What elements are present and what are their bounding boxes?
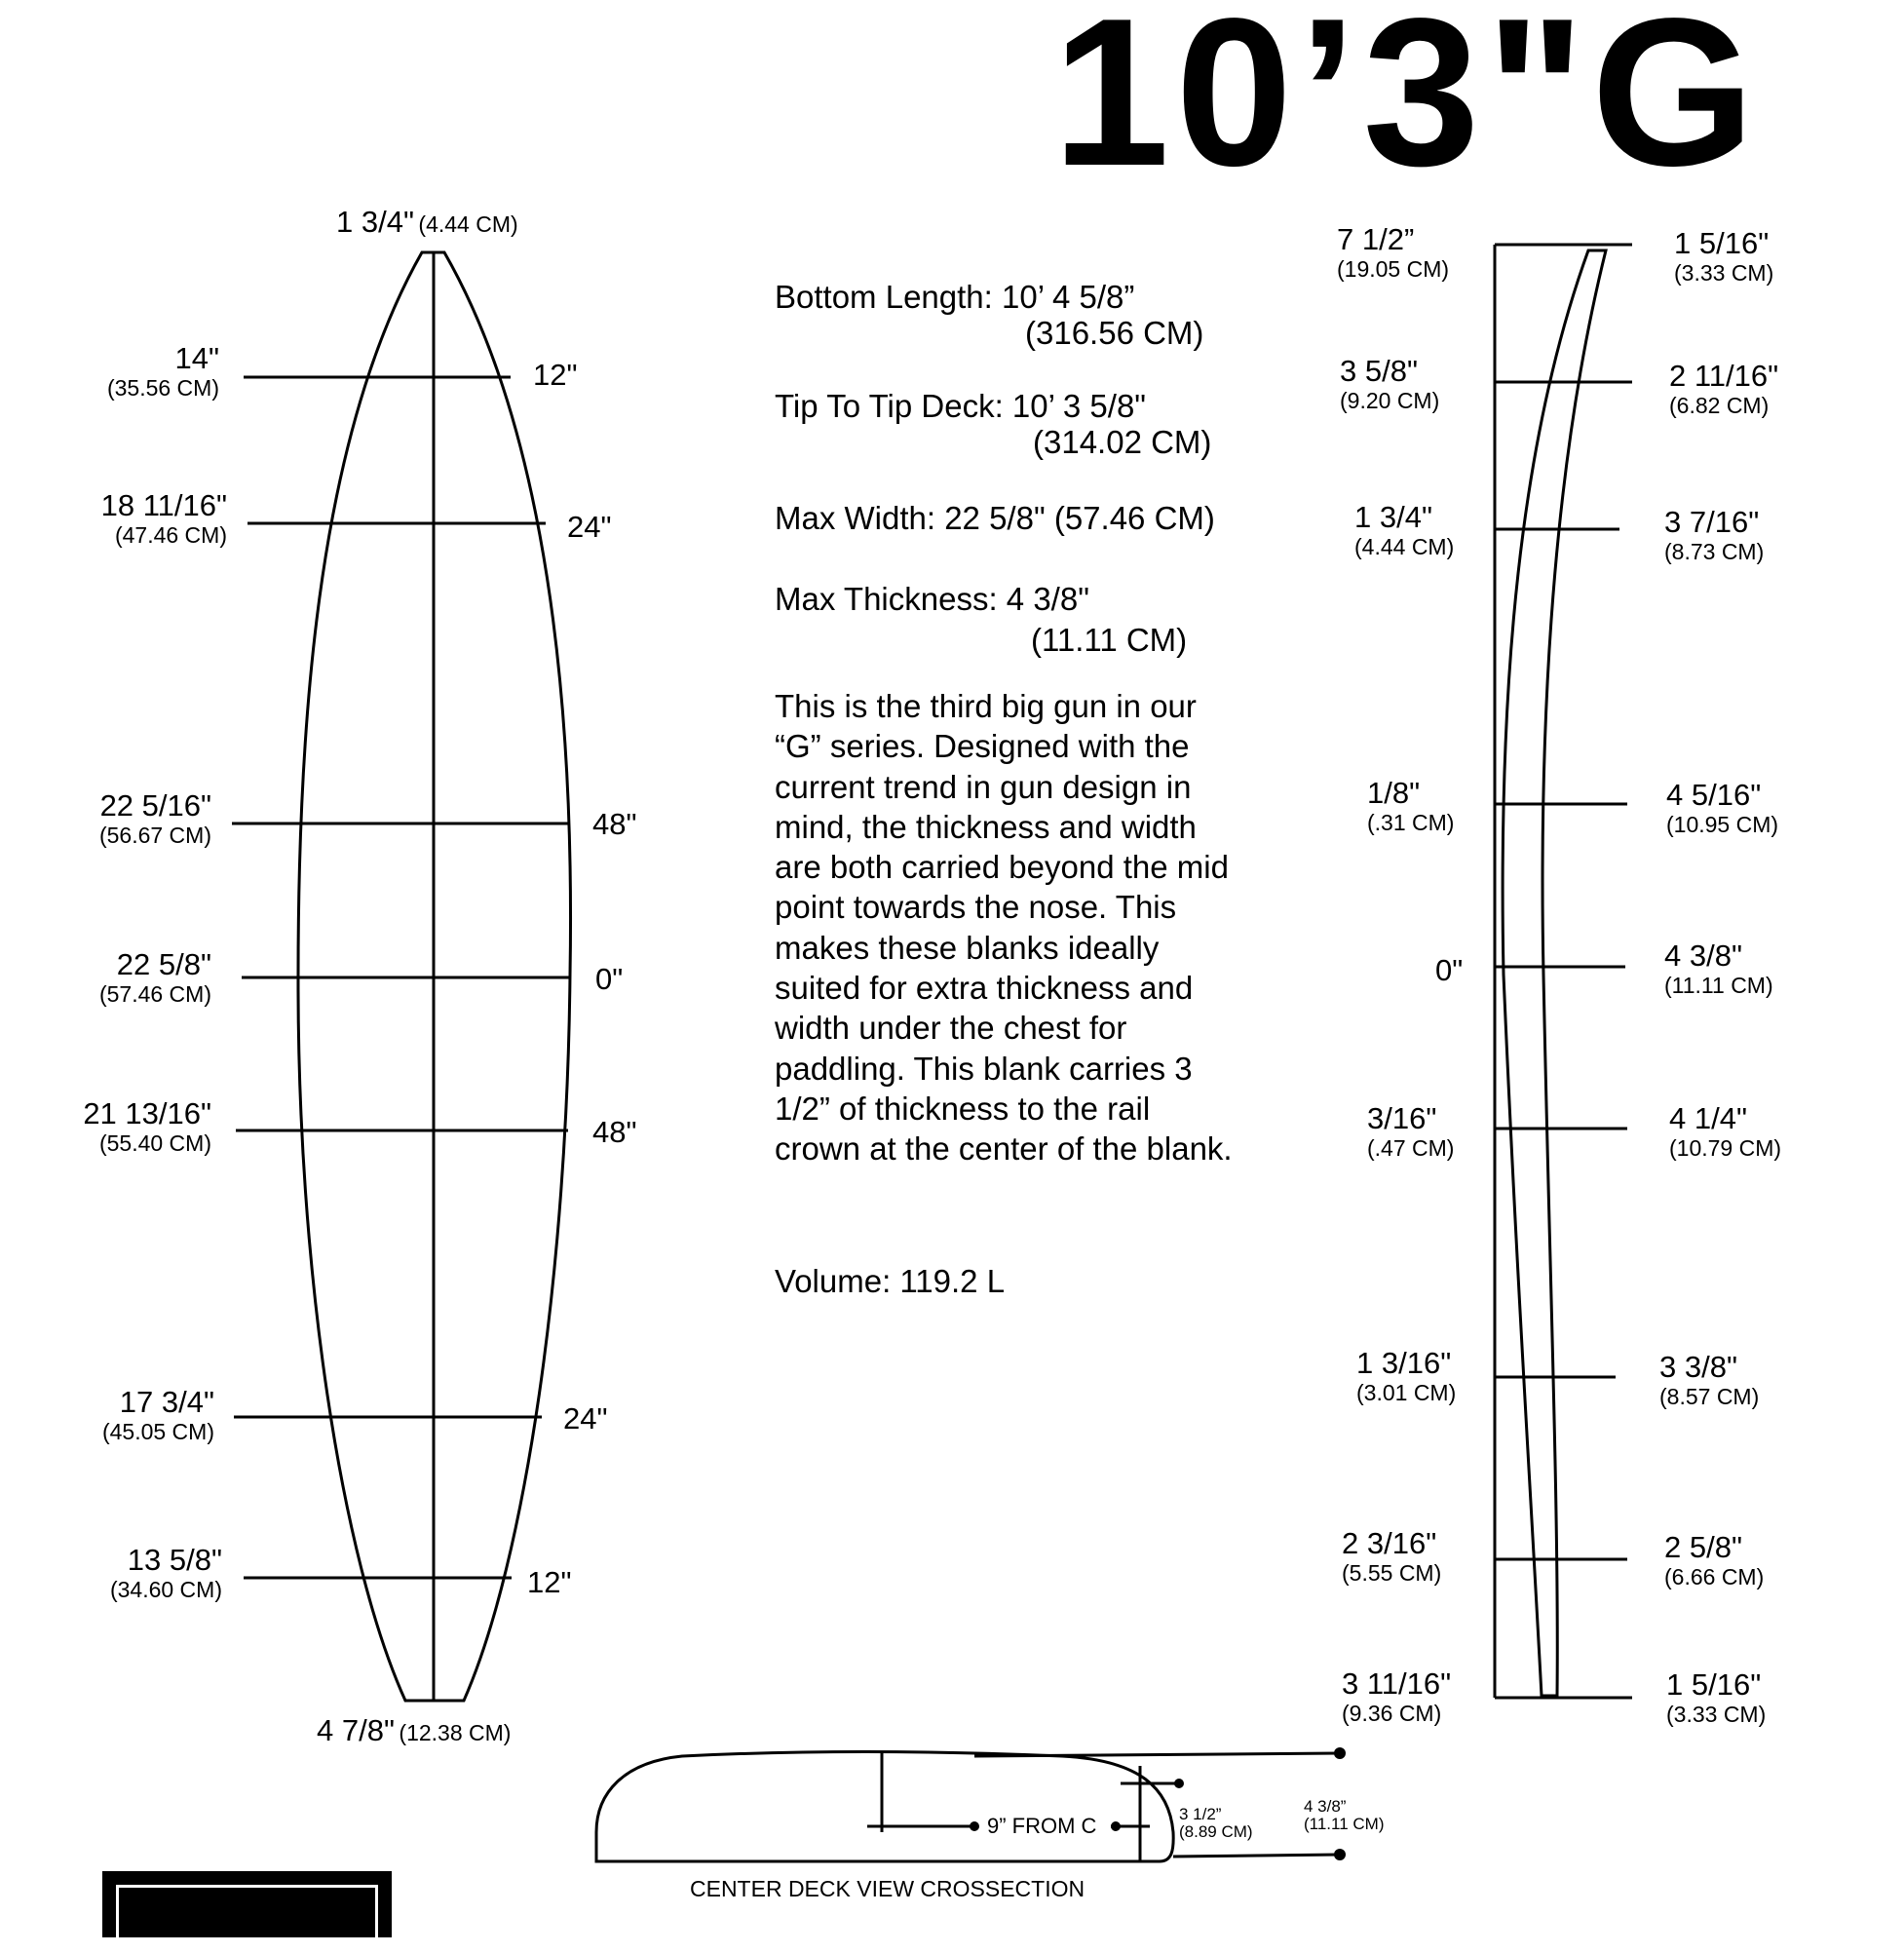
rocker-left-label: 7 1/2” (19.05 CM) [1337,222,1450,282]
rocker-right-label: 2 5/8" (6.66 CM) [1664,1530,1765,1589]
bottom-length: Bottom Length: 10’ 4 5/8” [775,279,1135,315]
rocker-left-label: 1 3/4" (4.44 CM) [1354,500,1455,559]
nose-width-label: 1 3/4" (4.44 CM) [336,205,518,239]
rocker-right-label: 4 5/16" (10.95 CM) [1666,778,1779,837]
bottom-length-cm: (316.56 CM) [1025,315,1204,351]
station-width-label: 22 5/16" (56.67 CM) [98,788,211,848]
rocker-left-label: 2 3/16" (5.55 CM) [1342,1526,1442,1586]
rocker-left-label: 0" [1435,953,1464,987]
rocker-left-label: 3/16" (.47 CM) [1367,1101,1455,1161]
rocker-left-label: 3 11/16" (9.36 CM) [1342,1666,1452,1726]
max-thickness-cm: (11.11 CM) [1031,622,1188,658]
rocker-right-label: 3 7/16" (8.73 CM) [1664,505,1765,564]
rocker-station-lines [1495,245,1632,1698]
tail-width-label: 4 7/8" (12.38 CM) [317,1713,512,1747]
rail-thickness-label: 3 1/2” (8.89 CM) [1179,1805,1253,1841]
outline-station-lines [232,377,570,1578]
station-width-label: 18 11/16" (47.46 CM) [100,488,227,548]
station-position-label: 24" [567,510,612,544]
volume: Volume: 119.2 L [775,1263,1006,1299]
rocker-left-label: 1/8" (.31 CM) [1367,776,1455,835]
rocker-right-label: 3 3/8" (8.57 CM) [1659,1350,1760,1409]
max-width: Max Width: 22 5/8" (57.46 CM) [775,500,1215,536]
rocker-left-label: 3 5/8" (9.20 CM) [1340,354,1440,413]
station-width-label: 21 13/16" (55.40 CM) [83,1096,211,1156]
tip-to-tip-deck: Tip To Tip Deck: 10’ 3 5/8" [775,388,1147,424]
from-center-label: 9” FROM C [987,1814,1097,1838]
station-position-label: 48" [592,1115,637,1149]
station-position-label: 24" [563,1401,608,1436]
tip-to-tip-deck-cm: (314.02 CM) [1033,424,1212,460]
model-title: 10’3"G [1052,0,1761,210]
station-width-label: 17 3/4" (45.05 CM) [101,1385,214,1444]
rocker-right-label: 2 11/16" (6.82 CM) [1669,359,1779,418]
station-width-label: 22 5/8" (57.46 CM) [98,947,211,1007]
center-thickness-label: 4 3/8” (11.11 CM) [1304,1797,1385,1833]
station-position-label: 12" [527,1565,572,1599]
max-thickness: Max Thickness: 4 3/8" [775,581,1089,617]
station-position-label: 12" [533,358,578,392]
station-width-label: 14" (35.56 CM) [106,341,219,401]
description-paragraph: This is the third big gun in our “G” series. Designed with the current trend in gun design in mind, the thickness and width are both carried beyond the mid point towards the nose. This makes these blanks ideally suited for extra thickness and width under the chest for paddling. This blank carries 3 1/2” of thickness to the rail crown at the center of the blank. [775,688,1233,1168]
rocker-right-label: 1 5/16" (3.33 CM) [1674,226,1774,286]
station-position-label: 0" [595,962,624,996]
station-width-label: 13 5/8" (34.60 CM) [109,1543,222,1602]
cross-section-caption: CENTER DECK VIEW CROSSECTION [690,1876,1085,1901]
rocker-right-label: 1 5/16" (3.33 CM) [1666,1667,1767,1727]
rocker-right-label: 4 3/8" (11.11 CM) [1664,938,1773,998]
station-position-label: 48" [592,807,637,841]
brand-logo [102,1871,392,1937]
rocker-deck-line [1503,250,1606,1696]
rocker-right-label: 4 1/4" (10.79 CM) [1669,1101,1782,1161]
rocker-left-label: 1 3/16" (3.01 CM) [1356,1346,1457,1405]
cross-section-outline [596,1752,1173,1862]
